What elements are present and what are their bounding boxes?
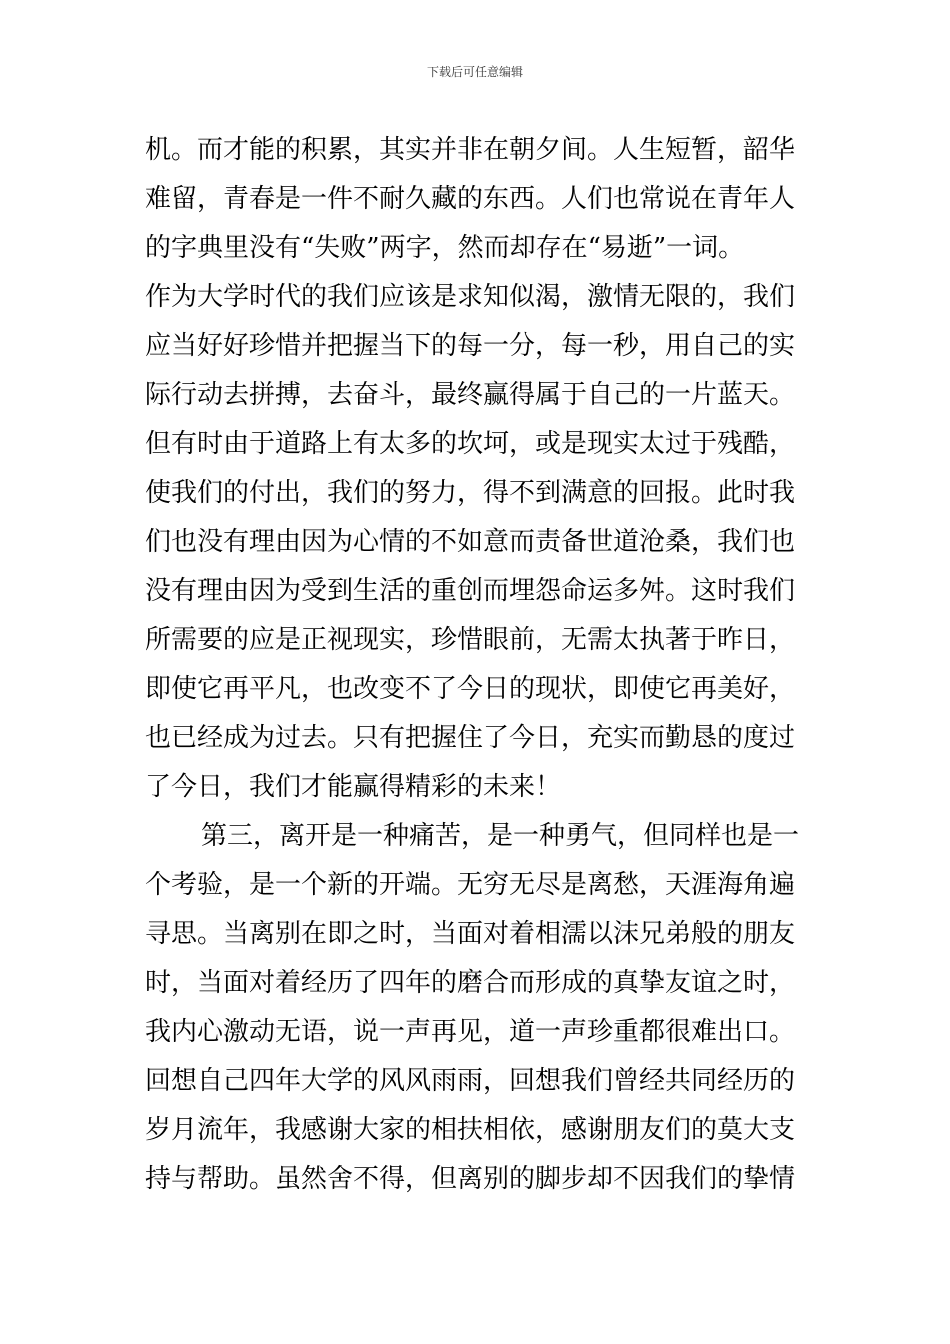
page-header: 下载后可任意编辑 <box>426 65 523 79</box>
text-line: 即使它再平凡，也改变不了今日的现状，即使它再美好， <box>145 674 796 704</box>
document-body <box>145 126 825 1204</box>
text-line: 难留，青春是一件不耐久藏的东西。人们也常说在青年人 <box>145 184 796 214</box>
text-line: 也已经成为过去。只有把握住了今日，充实而勤恳的度过 <box>145 723 796 753</box>
text-line: 岁月流年，我感谢大家的相扶相依，感谢朋友们的莫大支 <box>145 1115 796 1145</box>
text-line: 我内心激动无语，说一声再见，道一声珍重都很难出口。 <box>145 1017 796 1047</box>
paragraph-start-line: 第三，离开是一种痛苦，是一种勇气，但同样也是一 <box>201 821 800 851</box>
text-line: 没有理由因为受到生活的重创而埋怨命运多舛。这时我们 <box>145 576 796 606</box>
text-line: 个考验，是一个新的开端。无穷无尽是离愁，天涯海角遍 <box>145 870 796 900</box>
text-line: 机。而才能的积累，其实并非在朝夕间。人生短暂，韶华 <box>145 135 796 165</box>
text-line: 了今日，我们才能赢得精彩的未来！ <box>145 772 562 802</box>
text-line: 寻思。当离别在即之时，当面对着相濡以沫兄弟般的朋友 <box>145 919 796 949</box>
text-line: 们也没有理由因为心情的不如意而责备世道沧桑，我们也 <box>145 527 796 557</box>
text-line: 时，当面对着经历了四年的磨合而形成的真挚友谊之时， <box>145 968 796 998</box>
text-line: 际行动去拼搏，去奋斗，最终赢得属于自己的一片蓝天。 <box>145 380 796 410</box>
text-line: 作为大学时代的我们应该是求知似渴，激情无限的，我们 <box>145 282 796 312</box>
text-line: 的字典里没有“失败”两字，然而却存在“易逝”一词。 <box>145 233 745 263</box>
text-line: 应当好好珍惜并把握当下的每一分，每一秒，用自己的实 <box>145 331 796 361</box>
text-line: 使我们的付出，我们的努力，得不到满意的回报。此时我 <box>145 478 796 508</box>
text-line: 回想自己四年大学的风风雨雨，回想我们曾经共同经历的 <box>145 1066 796 1096</box>
text-line: 但有时由于道路上有太多的坎坷，或是现实太过于残酷， <box>145 429 796 459</box>
text-line: 持与帮助。虽然舍不得，但离别的脚步却不因我们的挚情 <box>145 1164 796 1194</box>
text-line: 所需要的应是正视现实，珍惜眼前，无需太执著于昨日， <box>145 625 796 655</box>
